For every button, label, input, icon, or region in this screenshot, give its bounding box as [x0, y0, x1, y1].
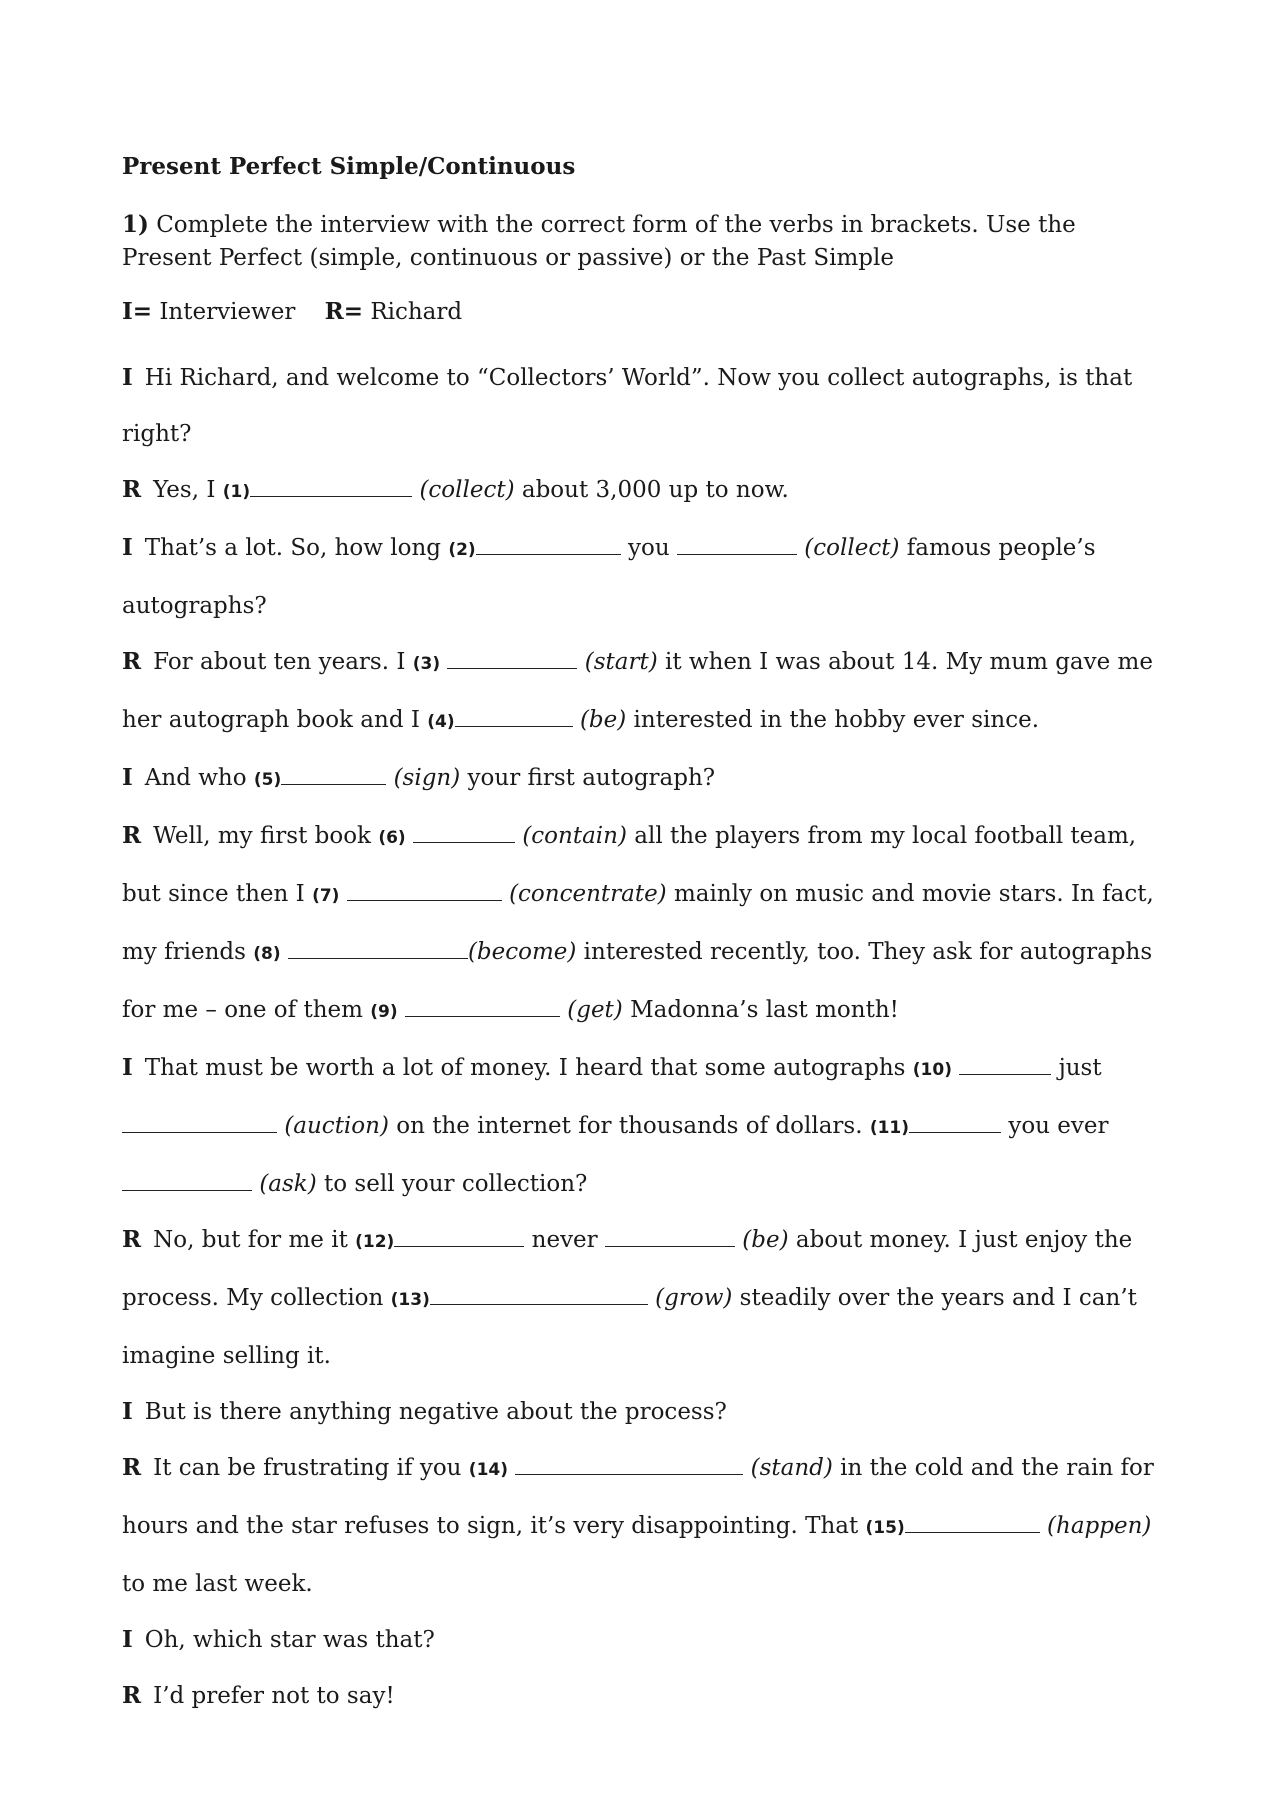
dialogue-line: R It can be frustrating if you (14) (stand) in the cold and the rain for hours and the star refuses to sign, it’s very disappointing. That (15) (happen) to me last week.	[122, 1440, 1167, 1612]
speaker-label: I	[122, 764, 133, 791]
verb-hint: (start)	[584, 649, 658, 675]
answer-blank[interactable]	[515, 1456, 743, 1475]
verb-hint: (auction)	[284, 1113, 389, 1139]
legend-key-r: R=	[324, 298, 363, 325]
speaker-label: R	[122, 1682, 142, 1709]
answer-blank[interactable]	[677, 536, 797, 555]
gap-number: (15)	[865, 1518, 905, 1538]
verb-hint: (be)	[579, 707, 627, 733]
gap-number: (4)	[427, 712, 455, 732]
answer-blank[interactable]	[281, 766, 386, 785]
speaker-label: R	[122, 822, 142, 849]
speaker-label: I	[122, 1054, 133, 1081]
verb-hint: (sign)	[393, 765, 461, 791]
legend-value-r: Richard	[370, 299, 463, 325]
answer-blank[interactable]	[250, 478, 412, 497]
gap-number: (6)	[378, 828, 406, 848]
answer-blank[interactable]	[430, 1286, 648, 1305]
worksheet-page	[122, 150, 1167, 1724]
gap-number: (2)	[448, 540, 476, 560]
speaker-label: I	[122, 1626, 133, 1653]
verb-hint: (happen)	[1047, 1513, 1152, 1539]
dialogue-line: I That must be worth a lot of money. I heard that some autographs (10) just (auction) on the internet for thousands of dollars. (11) you ever (ask) to sell your collection?	[122, 1040, 1167, 1212]
gap-number: (10)	[912, 1060, 952, 1080]
dialogue-line: I That’s a lot. So, how long (2) you (collect) famous people’s autographs?	[122, 520, 1167, 634]
gap-number: (9)	[370, 1002, 398, 1022]
speaker-label: I	[122, 1398, 133, 1425]
gap-number: (5)	[253, 770, 282, 790]
gap-number: (7)	[312, 886, 340, 906]
dialogue-line: I Hi Richard, and welcome to “Collectors’ World”. Now you collect autographs, is that right?	[122, 350, 1167, 462]
verb-hint: (collect)	[419, 477, 515, 503]
dialogue-line: R I’d prefer not to say!	[122, 1668, 1167, 1724]
verb-hint: (concentrate)	[509, 881, 667, 907]
gap-number: (14)	[468, 1460, 508, 1480]
speaker-label: R	[122, 1454, 142, 1481]
gap-number: (3)	[412, 654, 441, 674]
answer-blank[interactable]	[605, 1228, 735, 1247]
answer-blank[interactable]	[455, 708, 573, 727]
verb-hint: (become)	[467, 939, 577, 965]
answer-blank[interactable]	[347, 882, 502, 901]
worksheet-title: Present Perfect Simple/Continuous	[122, 153, 576, 180]
answer-blank[interactable]	[122, 1114, 277, 1133]
legend-key-i: I=	[122, 298, 153, 325]
dialogue-line: R Well, my first book (6) (contain) all the players from my local football team, but since then I (7) (concentrate) mainly on music and movie stars. In fact, my friends (8) (become) interested recently, too. They ask for autographs for me – one of them (9) (get) Madonna’s last month!	[122, 808, 1167, 1040]
answer-blank[interactable]	[394, 1228, 524, 1247]
verb-hint: (stand)	[750, 1455, 833, 1481]
gap-number: (8)	[253, 944, 281, 964]
answer-blank[interactable]	[476, 536, 621, 555]
exercise-instruction	[122, 208, 1167, 275]
verb-hint: (be)	[742, 1227, 789, 1253]
exercise-number: 1)	[122, 211, 149, 238]
answer-blank[interactable]	[288, 940, 468, 959]
answer-blank[interactable]	[122, 1172, 252, 1191]
verb-hint: (collect)	[804, 535, 900, 561]
speaker-label: R	[122, 476, 142, 503]
verb-hint: (get)	[567, 997, 623, 1023]
gap-number: (13)	[390, 1290, 430, 1310]
dialogue-line: I And who (5) (sign) your first autograph?	[122, 750, 1167, 808]
legend-value-i: Interviewer	[159, 299, 296, 325]
verb-hint: (grow)	[655, 1285, 733, 1311]
answer-blank[interactable]	[413, 824, 515, 843]
answer-blank[interactable]	[959, 1056, 1051, 1075]
answer-blank[interactable]	[447, 650, 577, 669]
speaker-label: I	[122, 364, 133, 391]
verb-hint: (ask)	[259, 1171, 317, 1197]
speaker-label: R	[122, 648, 142, 675]
speaker-label: I	[122, 534, 133, 561]
dialogue-line: R No, but for me it (12) never (be) about money. I just enjoy the process. My collection (13) (grow) steadily over the years and I can’t imagine selling it.	[122, 1212, 1167, 1384]
instruction-text: Complete the interview with the correct form of the verbs in brackets. Use the Present Perfect (simple, continuous or passive) or the Past Simple	[122, 212, 1076, 271]
dialogue-line: R For about ten years. I (3) (start) it when I was about 14. My mum gave me her autograph book and I (4) (be) interested in the hobby ever since.	[122, 634, 1167, 750]
verb-hint: (contain)	[522, 823, 627, 849]
gap-number: (11)	[869, 1118, 910, 1138]
dialogue-line: I Oh, which star was that?	[122, 1612, 1167, 1668]
dialogue-line: I But is there anything negative about the process?	[122, 1384, 1167, 1440]
gap-number: (1)	[222, 482, 251, 502]
speaker-label: R	[122, 1226, 142, 1253]
gap-number: (12)	[355, 1232, 395, 1252]
speaker-legend	[122, 295, 1167, 329]
dialogue-line: R Yes, I (1) (collect) about 3,000 up to now.	[122, 462, 1167, 520]
answer-blank[interactable]	[905, 1514, 1040, 1533]
answer-blank[interactable]	[405, 998, 560, 1017]
answer-blank[interactable]	[909, 1114, 1001, 1133]
